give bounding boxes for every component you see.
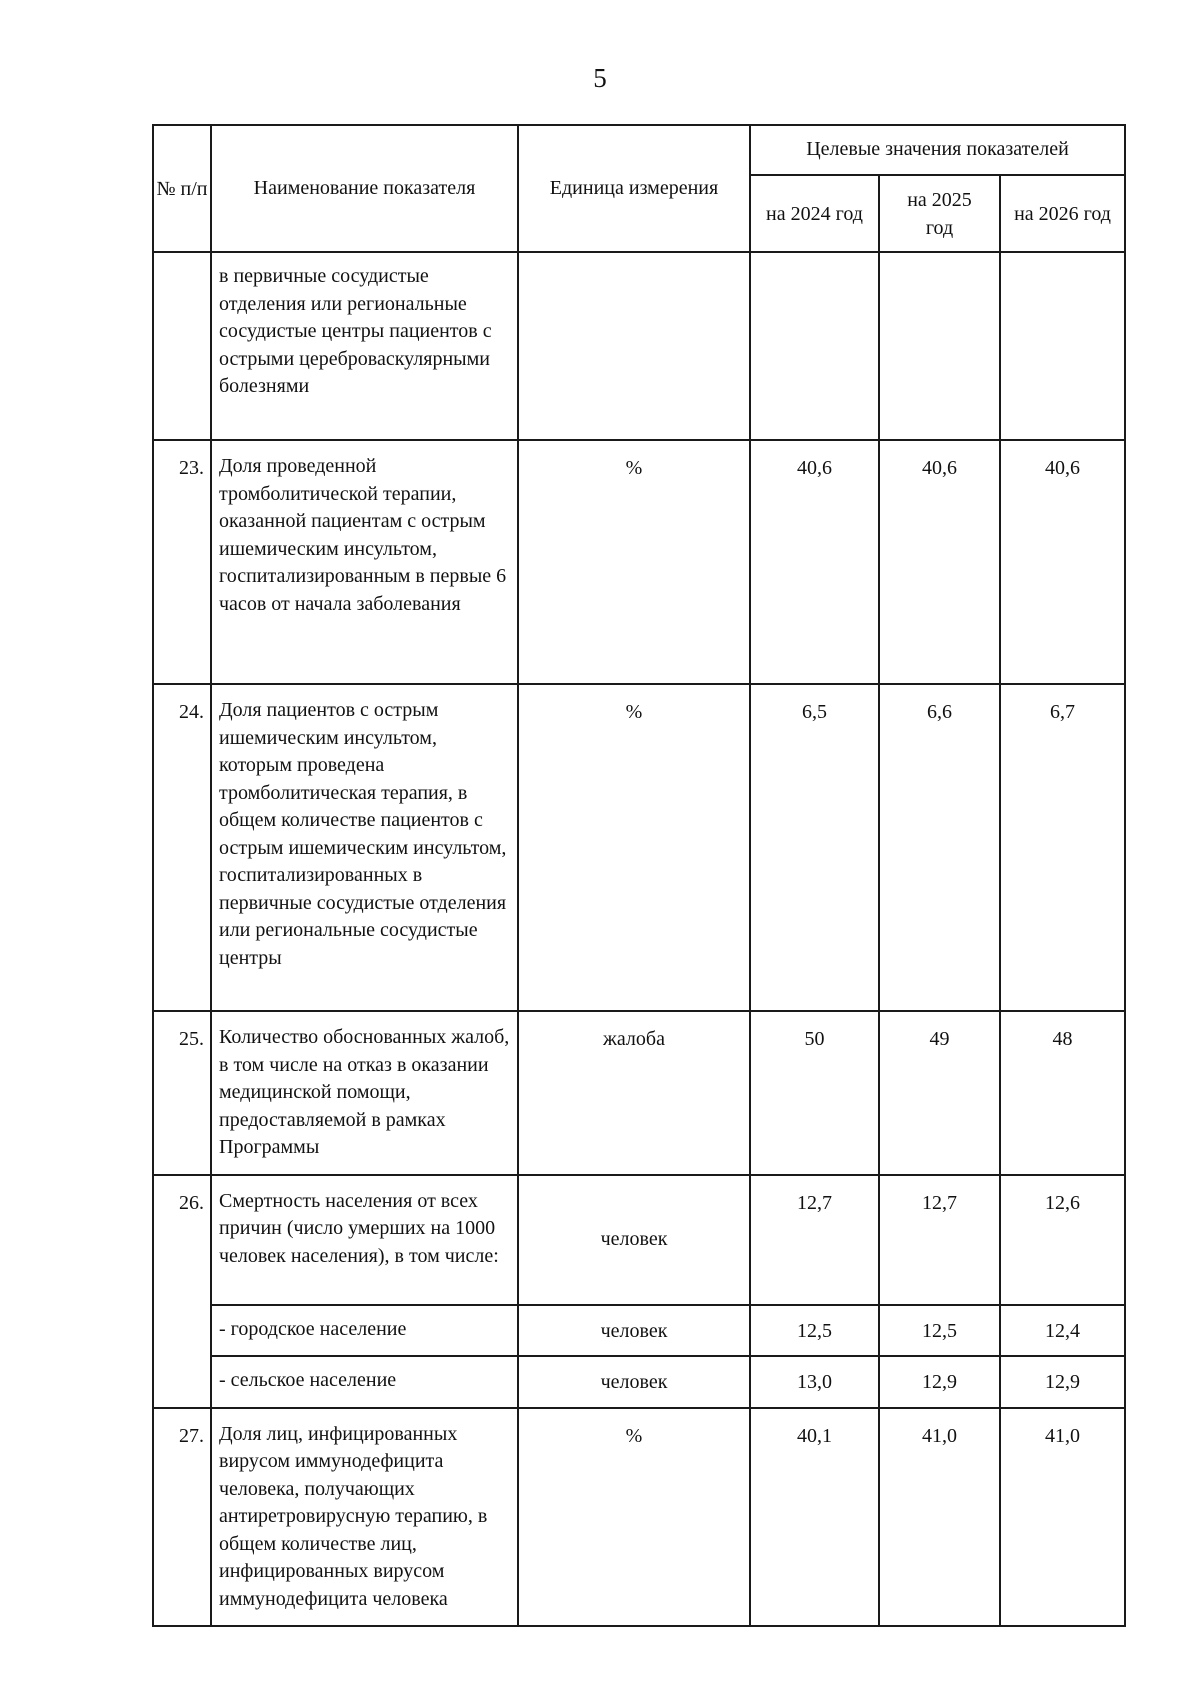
cell-2025: 12,5 (879, 1305, 1000, 1357)
cell-2026: 12,9 (1000, 1356, 1125, 1408)
cell-num: 25. (153, 1011, 211, 1175)
cell-2026: 6,7 (1000, 684, 1125, 1011)
table-header-row (153, 125, 1125, 175)
cell-name: Смертность населения от всех причин (число умерших на 1000 человек населения), в том числе: (211, 1175, 518, 1305)
cell-2026: 41,0 (1000, 1408, 1125, 1627)
table-row (153, 684, 1125, 1011)
header-year-2024: на 2024 год (750, 175, 879, 252)
table-subrow (153, 1356, 1125, 1408)
header-name: Наименование показателя (211, 125, 518, 252)
cell-num (153, 252, 211, 440)
cell-unit: жалоба (518, 1011, 750, 1175)
cell-2024: 12,7 (750, 1175, 879, 1305)
cell-name: - сельское население (211, 1356, 518, 1408)
table-row (153, 1175, 1125, 1305)
header-year-2026: на 2026 год (1000, 175, 1125, 252)
cell-unit: % (518, 684, 750, 1011)
cell-2024: 40,1 (750, 1408, 879, 1627)
cell-name: Доля пациентов с острым ишемическим инсультом, которым проведена тромболитическая терапия, в общем количестве пациентов с острым ишемическим инсультом, госпитализированных в первичные сосудистые отделения или региональные сосудистые центры (211, 684, 518, 1011)
cell-num: 26. (153, 1175, 211, 1408)
cell-2026: 12,4 (1000, 1305, 1125, 1357)
indicators-table (152, 124, 1126, 1627)
table-subrow (153, 1305, 1125, 1357)
cell-2024: 12,5 (750, 1305, 879, 1357)
cell-name: - городское население (211, 1305, 518, 1357)
cell-2026: 40,6 (1000, 440, 1125, 684)
cell-2024: 40,6 (750, 440, 879, 684)
cell-name: Доля проведенной тромболитической терапии, оказанной пациентам с острым ишемическим инсультом, госпитализированным в первые 6 часов от начала заболевания (211, 440, 518, 684)
cell-unit: % (518, 440, 750, 684)
header-targets: Целевые значения показателей (750, 125, 1125, 175)
cell-unit: человек (518, 1175, 750, 1305)
header-unit: Единица измерения (518, 125, 750, 252)
cell-unit: % (518, 1408, 750, 1627)
table-row (153, 440, 1125, 684)
cell-name: в первичные сосудистые отделения или региональные сосудистые центры пациентов с острыми цереброваскулярными болезнями (211, 252, 518, 440)
cell-2025 (879, 252, 1000, 440)
cell-2024: 50 (750, 1011, 879, 1175)
cell-name: Доля лиц, инфицированных вирусом иммунодефицита человека, получающих антиретровирусную терапию, в общем количестве лиц, инфицированных вирусом иммунодефицита человека (211, 1408, 518, 1627)
cell-num: 24. (153, 684, 211, 1011)
cell-2025: 41,0 (879, 1408, 1000, 1627)
header-num: № п/п (153, 125, 211, 252)
page-number: 5 (593, 63, 607, 93)
cell-2025: 12,7 (879, 1175, 1000, 1305)
cell-name: Количество обоснованных жалоб, в том числе на отказ в оказании медицинской помощи, предоставляемой в рамках Программы (211, 1011, 518, 1175)
cell-2026: 48 (1000, 1011, 1125, 1175)
cell-unit: человек (518, 1356, 750, 1408)
header-year-2025: на 2025 год (879, 175, 1000, 252)
cell-num: 27. (153, 1408, 211, 1627)
table-row (153, 1408, 1125, 1627)
cell-unit (518, 252, 750, 440)
cell-num: 23. (153, 440, 211, 684)
cell-unit: человек (518, 1305, 750, 1357)
table-row (153, 1011, 1125, 1175)
cell-2025: 49 (879, 1011, 1000, 1175)
cell-2026 (1000, 252, 1125, 440)
cell-2024 (750, 252, 879, 440)
cell-2025: 12,9 (879, 1356, 1000, 1408)
cell-2025: 6,6 (879, 684, 1000, 1011)
table-row-continuation (153, 252, 1125, 440)
cell-2026: 12,6 (1000, 1175, 1125, 1305)
cell-2025: 40,6 (879, 440, 1000, 684)
cell-2024: 6,5 (750, 684, 879, 1011)
cell-2024: 13,0 (750, 1356, 879, 1408)
